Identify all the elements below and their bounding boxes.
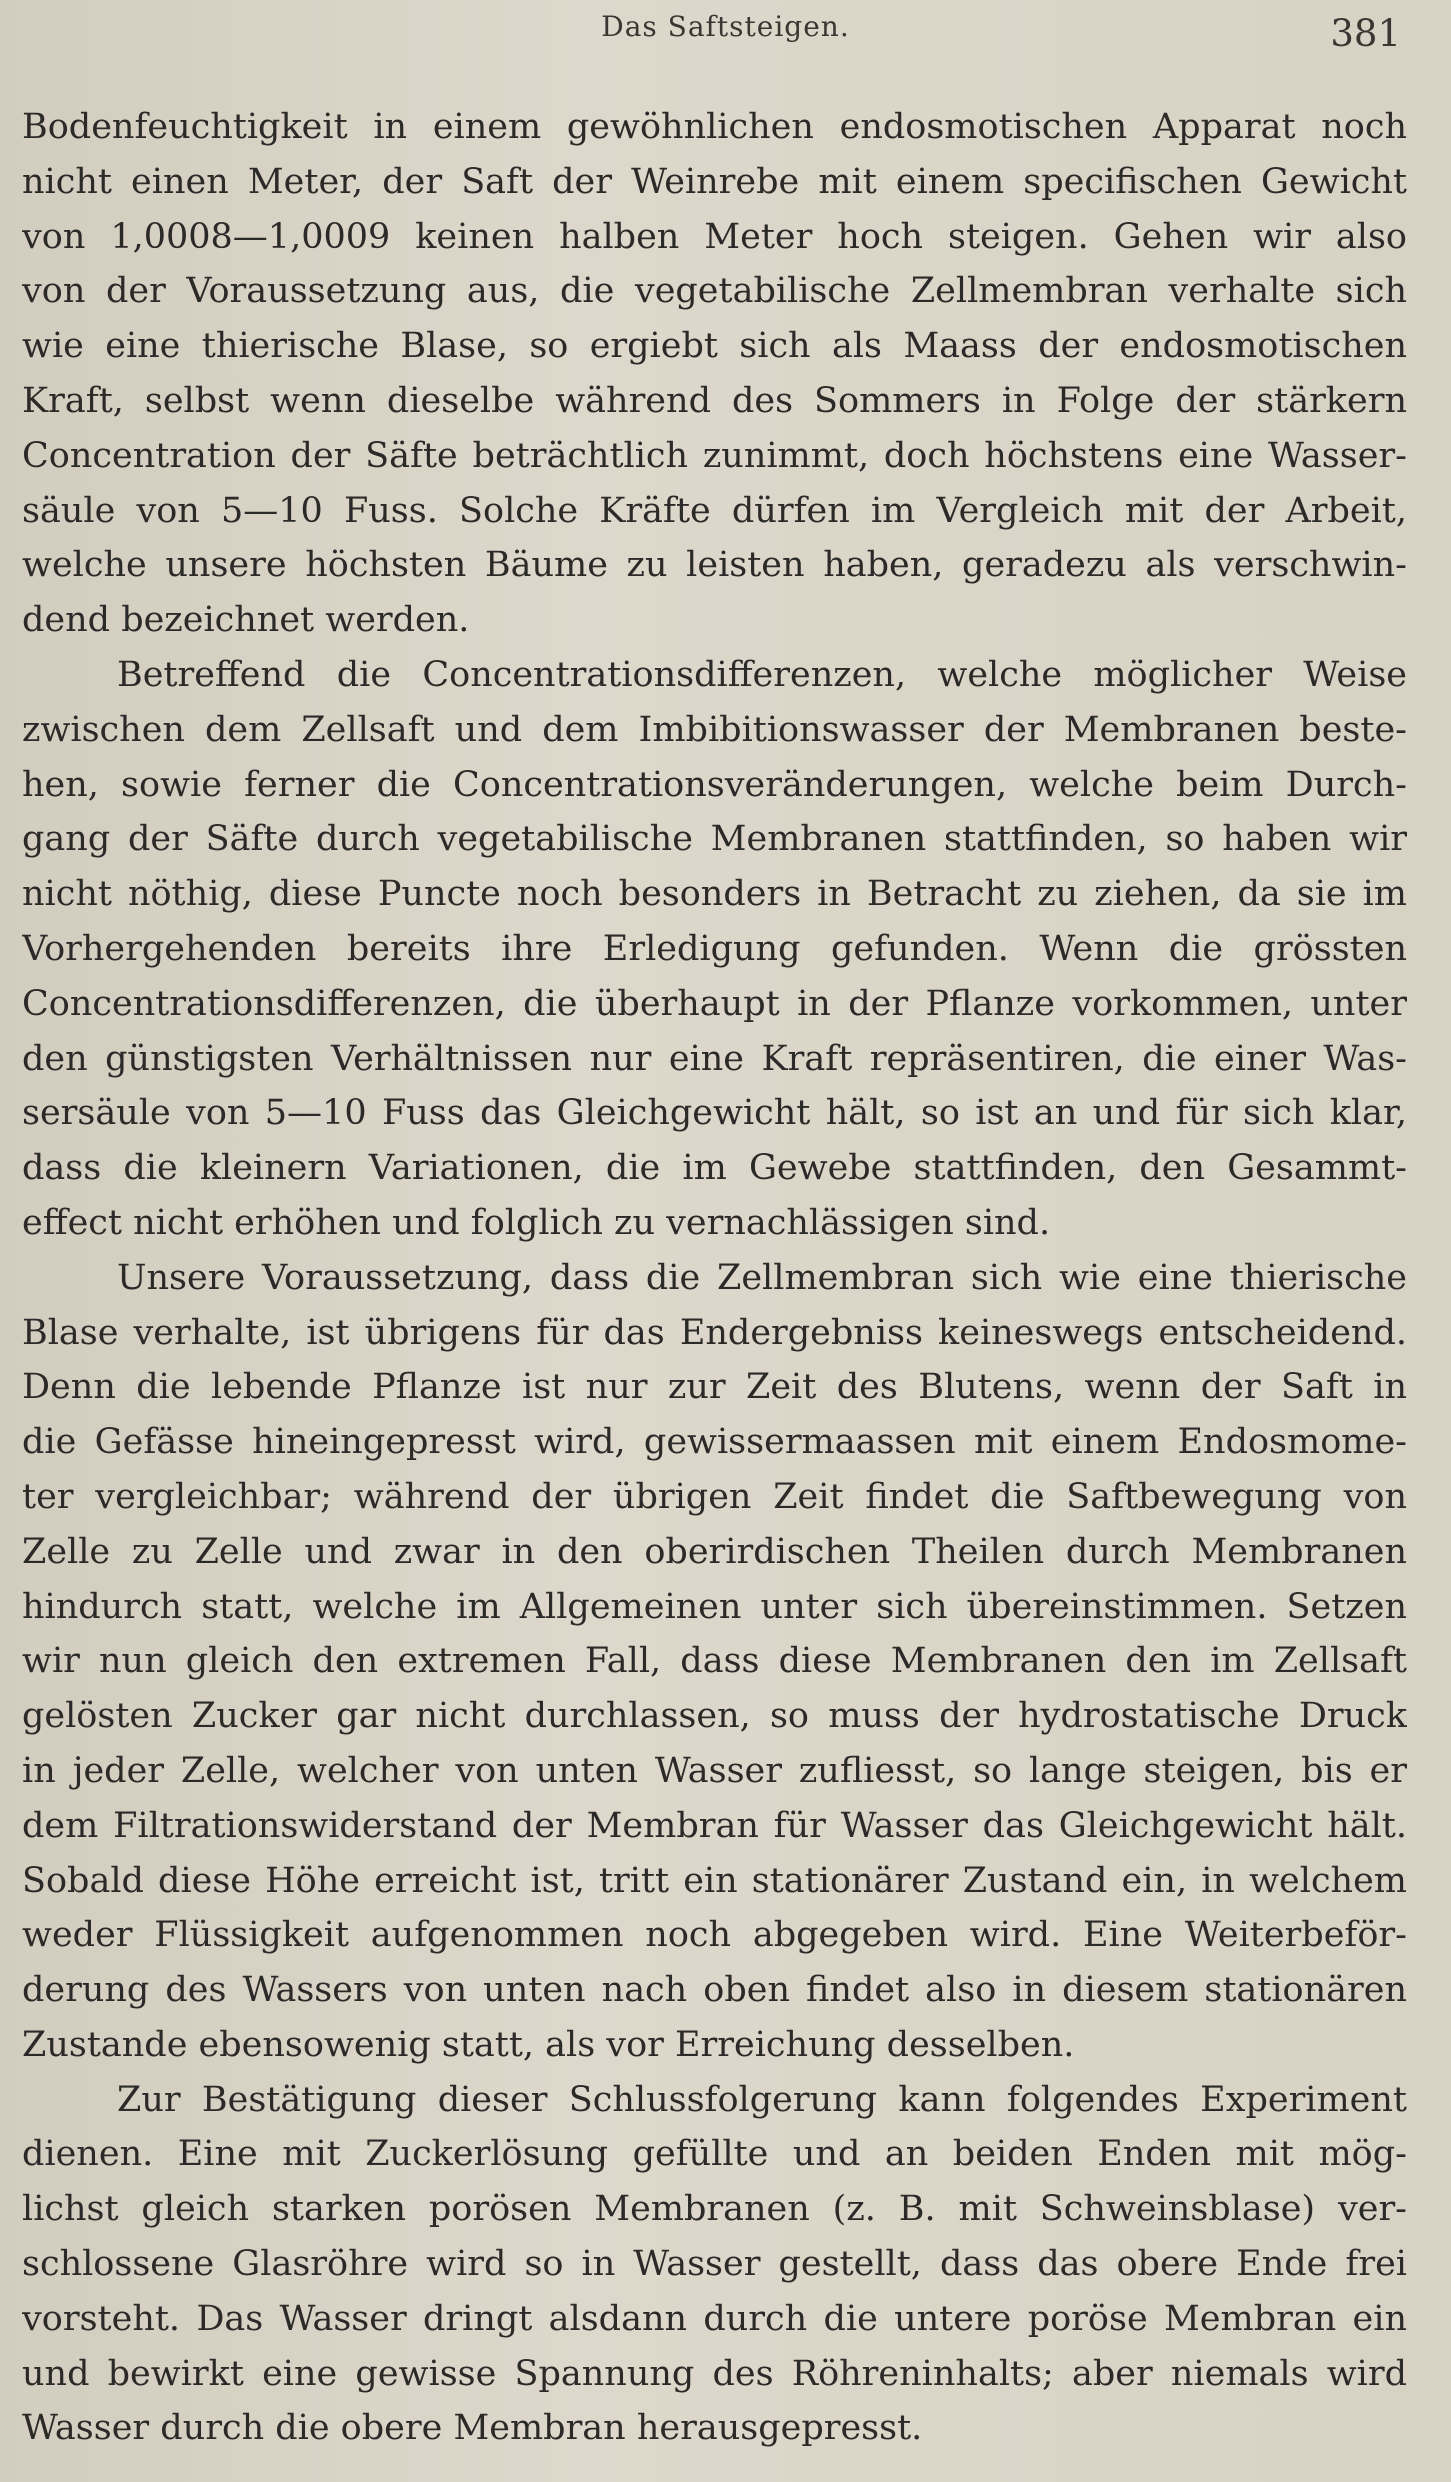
text-line: ter vergleichbar; während der übrigen Zeit findet die Saftbewegung von	[22, 1476, 1407, 1517]
text-line: Vorhergehenden bereits ihre Erledigung gefunden. Wenn die grössten	[22, 928, 1407, 969]
text-line: Zur Bestätigung dieser Schlussfolgerung kann folgendes Experiment	[117, 2079, 1407, 2120]
text-line: hen, sowie ferner die Concentrationsveränderungen, welche beim Durch-	[22, 764, 1407, 805]
text-line: Bodenfeuchtigkeit in einem gewöhnlichen endosmotischen Apparat noch	[22, 107, 1407, 147]
text-line: wie eine thierische Blase, so ergiebt sich als Maass der endosmotischen	[22, 326, 1407, 367]
text-line: dass die kleinern Variationen, die im Gewebe stattfinden, den Gesammt-	[22, 1148, 1407, 1189]
text-line: Zelle zu Zelle und zwar in den oberirdischen Theilen durch Membranen	[22, 1531, 1407, 1572]
text-line: Concentrationsdifferenzen, die überhaupt in der Pflanze vorkommen, unter	[22, 983, 1407, 1024]
text-line: schlossene Glasröhre wird so in Wasser gestellt, dass das obere Ende frei	[22, 2244, 1407, 2285]
text-line: nicht einen Meter, der Saft der Weinrebe mit einem specifischen Gewicht	[22, 161, 1407, 202]
text-line: den günstigsten Verhältnissen nur eine Kraft repräsentiren, die einer Was-	[22, 1038, 1407, 1079]
text-line: Concentration der Säfte beträchtlich zunimmt, doch höchstens eine Wasser-	[22, 435, 1407, 476]
text-line: von der Voraussetzung aus, die vegetabilische Zellmembran verhalte sich	[22, 271, 1407, 312]
text-line: vorsteht. Das Wasser dringt alsdann durch die untere poröse Membran ein	[22, 2298, 1407, 2339]
text-line: Betreffend die Concentrationsdifferenzen, welche möglicher Weise	[117, 654, 1407, 695]
text-line: hindurch statt, welche im Allgemeinen unter sich übereinstimmen. Setzen	[22, 1586, 1407, 1627]
text-line: welche unsere höchsten Bäume zu leisten haben, geradezu als verschwin-	[22, 545, 1407, 586]
text-line: Kraft, selbst wenn dieselbe während des Sommers in Folge der stärkern	[22, 380, 1407, 421]
text-line: wir nun gleich den extremen Fall, dass diese Membranen den im Zellsaft	[22, 1641, 1407, 1682]
text-line: Denn die lebende Pflanze ist nur zur Zeit des Blutens, wenn der Saft in	[22, 1367, 1407, 1408]
text-line: von 1,0008—1,0009 keinen halben Meter hoch steigen. Gehen wir also	[22, 216, 1407, 257]
text-line: Unsere Voraussetzung, dass die Zellmembran sich wie eine thierische	[117, 1257, 1407, 1298]
text-line: Wasser durch die obere Membran herausgepresst.	[22, 2408, 923, 2449]
text-line: säule von 5—10 Fuss. Solche Kräfte dürfen im Vergleich mit der Arbeit,	[22, 490, 1407, 531]
text-line: Zustande ebensowenig statt, als vor Erreichung desselben.	[22, 2024, 1075, 2065]
text-line: die Gefässe hineingepresst wird, gewissermaassen mit einem Endosmome-	[22, 1422, 1407, 1463]
running-header: Das Saftsteigen.	[601, 10, 850, 43]
text-line: weder Flüssigkeit aufgenommen noch abgegeben wird. Eine Weiterbeför-	[22, 1915, 1407, 1956]
text-line: und bewirkt eine gewisse Spannung des Röhreninhalts; aber niemals wird	[22, 2353, 1407, 2394]
text-line: effect nicht erhöhen und folglich zu vernachlässigen sind.	[22, 1202, 1051, 1243]
text-line: gang der Säfte durch vegetabilische Membranen stattfinden, so haben wir	[22, 819, 1407, 860]
text-line: sersäule von 5—10 Fuss das Gleichgewicht hält, so ist an und für sich klar,	[22, 1093, 1407, 1134]
text-line: Blase verhalte, ist übrigens für das Endergebniss keineswegs entscheidend.	[22, 1312, 1407, 1353]
text-line: nicht nöthig, diese Puncte noch besonders in Betracht zu ziehen, da sie im	[22, 874, 1407, 915]
text-line: dem Filtrationswiderstand der Membran für Wasser das Gleichgewicht hält.	[22, 1805, 1407, 1846]
text-line: derung des Wassers von unten nach oben findet also in diesem stationären	[22, 1970, 1407, 2011]
text-line: lichst gleich starken porösen Membranen (z. B. mit Schweinsblase) ver-	[22, 2189, 1407, 2230]
text-line: Sobald diese Höhe erreicht ist, tritt ein stationärer Zustand ein, in welchem	[22, 1860, 1407, 1901]
text-line: zwischen dem Zellsaft und dem Imbibitionswasser der Membranen beste-	[22, 709, 1407, 750]
text-line: in jeder Zelle, welcher von unten Wasser zufliesst, so lange steigen, bis er	[22, 1750, 1407, 1791]
body-text	[22, 100, 1407, 2456]
text-line: dend bezeichnet werden.	[22, 600, 470, 641]
text-line: gelösten Zucker gar nicht durchlassen, so muss der hydrostatische Druck	[22, 1696, 1407, 1737]
page-number: 381	[1330, 12, 1401, 55]
text-line: dienen. Eine mit Zuckerlösung gefüllte und an beiden Enden mit mög-	[22, 2134, 1407, 2175]
